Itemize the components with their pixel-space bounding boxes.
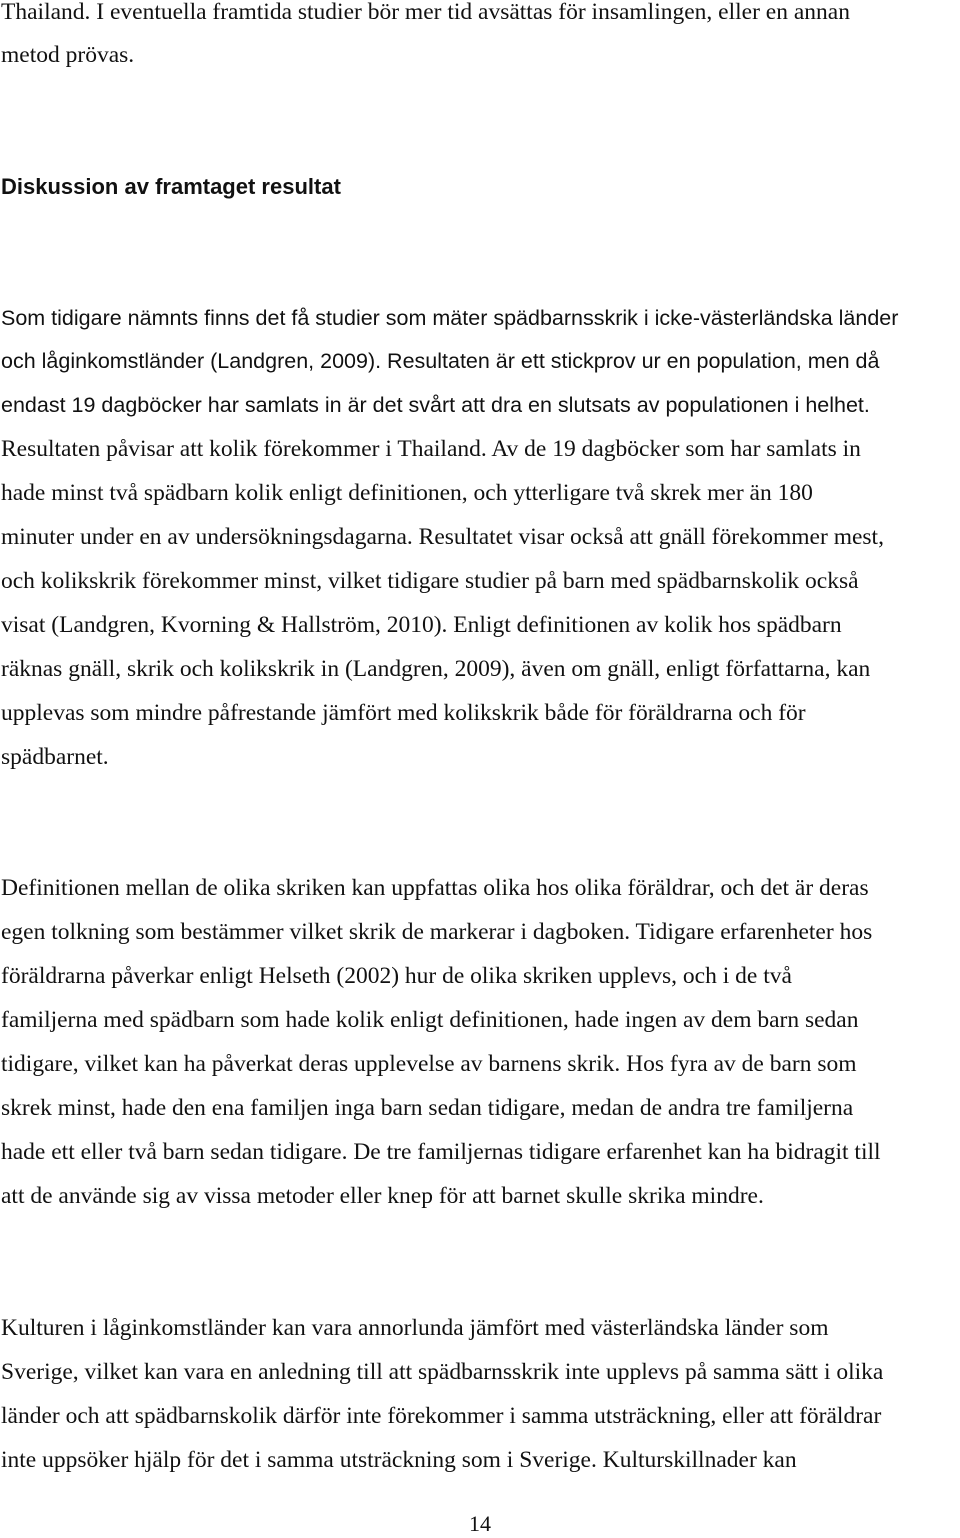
text-line: Sverige, vilket kan vara en anledning till att spädbarnsskrik inte upplevs på samma sätt i olika <box>1 1359 884 1385</box>
page-number: 14 <box>469 1511 491 1536</box>
text-line: föräldrarna påverkar enligt Helseth (2002) hur de olika skriken upplevs, och i de två <box>1 963 792 989</box>
text-line: metod prövas. <box>1 42 135 68</box>
text-line: Kulturen i låginkomstländer kan vara annorlunda jämfört med västerländska länder som <box>1 1315 829 1341</box>
text-line: inte uppsöker hjälp för det i samma utsträckning som i Sverige. Kulturskillnader kan <box>1 1447 797 1473</box>
text-line: spädbarnet. <box>1 744 109 770</box>
text-line: och kolikskrik förekommer minst, vilket tidigare studier på barn med spädbarnskolik också <box>1 568 859 594</box>
text-line: Som tidigare nämnts finns det få studier som mäter spädbarnsskrik i icke-västerländska länder <box>1 306 899 330</box>
text-line: Resultaten påvisar att kolik förekommer i Thailand. Av de 19 dagböcker som har samlats in <box>1 436 861 462</box>
text-line: och låginkomstländer (Landgren, 2009). Resultaten är ett stickprov ur en population, men då <box>1 349 880 373</box>
text-line: hade minst två spädbarn kolik enligt definitionen, och ytterligare två skrek mer än 180 <box>1 480 813 506</box>
text-line: minuter under en av undersökningsdagarna. Resultatet visar också att gnäll förekommer mest, <box>1 524 884 550</box>
text-line: upplevas som mindre påfrestande jämfört med kolikskrik både för föräldrarna och för <box>1 700 806 726</box>
text-line: visat (Landgren, Kvorning & Hallström, 2010). Enligt definitionen av kolik hos spädbarn <box>1 612 842 638</box>
text-line: hade ett eller två barn sedan tidigare. De tre familjernas tidigare erfarenhet kan ha bidragit till <box>1 1139 881 1165</box>
text-line: egen tolkning som bestämmer vilket skrik de markerar i dagboken. Tidigare erfarenheter hos <box>1 919 873 945</box>
text-line: familjerna med spädbarn som hade kolik enligt definitionen, hade ingen av dem barn sedan <box>1 1007 859 1033</box>
text-line: tidigare, vilket kan ha påverkat deras upplevelse av barnens skrik. Hos fyra av de barn som <box>1 1051 857 1077</box>
text-line: att de använde sig av vissa metoder eller knep för att barnet skulle skrika mindre. <box>1 1183 764 1209</box>
section-heading: Diskussion av framtaget resultat <box>1 174 341 199</box>
text-line: Definitionen mellan de olika skriken kan uppfattas olika hos olika föräldrar, och det är deras <box>1 875 869 901</box>
text-line: Thailand. I eventuella framtida studier bör mer tid avsättas för insamlingen, eller en annan <box>1 0 850 25</box>
text-line: räknas gnäll, skrik och kolikskrik in (Landgren, 2009), även om gnäll, enligt författarna, kan <box>1 656 871 682</box>
text-line: länder och att spädbarnskolik därför inte förekommer i samma utsträckning, eller att föräldrar <box>1 1403 882 1429</box>
text-line: endast 19 dagböcker har samlats in är det svårt att dra en slutsats av populationen i helhet. <box>1 393 870 417</box>
text-line: skrek minst, hade den ena familjen inga barn sedan tidigare, medan de andra tre familjerna <box>1 1095 854 1121</box>
